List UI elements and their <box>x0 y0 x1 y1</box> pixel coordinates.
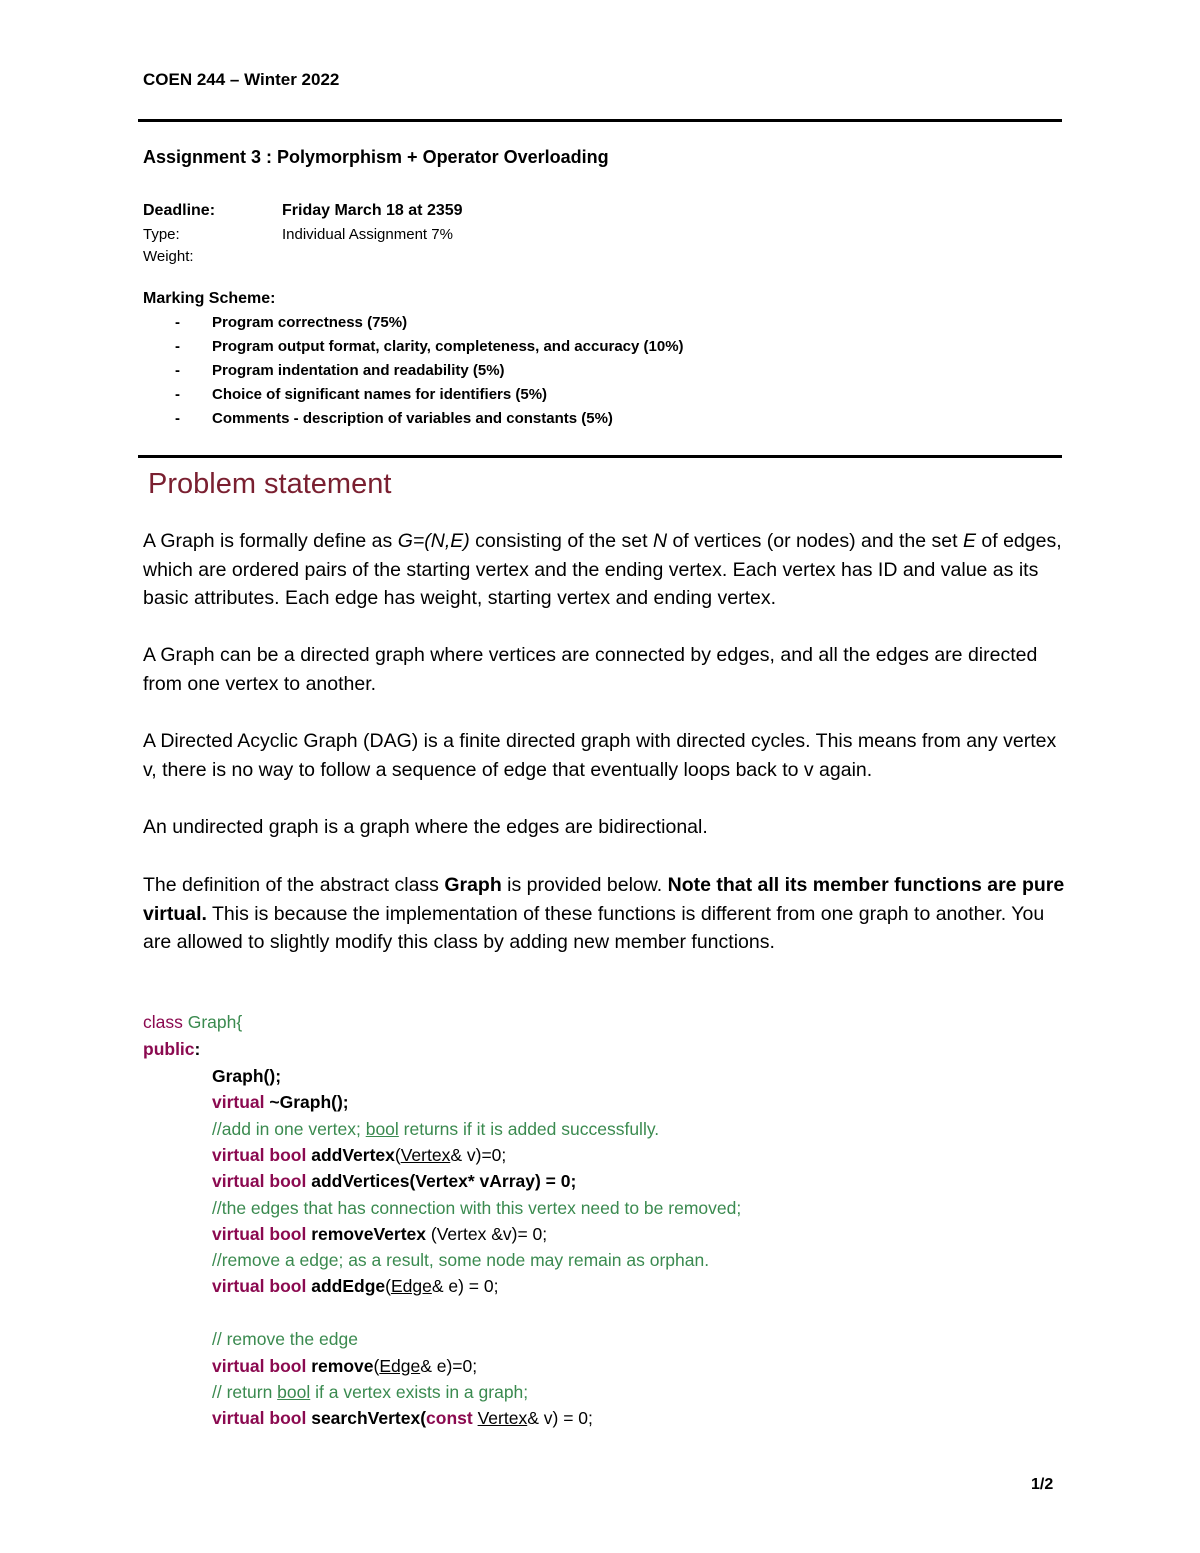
deadline-value: Friday March 18 at 2359 <box>282 202 463 219</box>
weight-label: Weight: <box>143 248 194 265</box>
undirected-graph-paragraph: An undirected graph is a graph where the edges are bidirectional. <box>143 816 708 838</box>
marking-scheme-title: Marking Scheme: <box>143 290 276 307</box>
code-line: public: <box>143 1039 201 1059</box>
code-line: virtual bool searchVertex(const Vertex& v) = 0; <box>212 1408 593 1428</box>
code-line: virtual bool addVertices(Vertex* vArray) = 0; <box>212 1171 577 1191</box>
problem-statement-heading: Problem statement <box>148 468 392 500</box>
code-comment: //the edges that has connection with this vertex need to be removed; <box>212 1198 742 1218</box>
type-value: Individual Assignment 7% <box>282 226 453 243</box>
type-label: Type: <box>143 226 180 243</box>
document-page: COEN 244 – Winter 2022 Assignment 3 : Polymorphism + Operator Overloading Deadline: Friday March 18 at 2359 Type: Individual Assignment 7% Weight: Marking Scheme: - Program correctness (75%) - Program output format, clarity, completeness, and accuracy (10%) - Program indentation and readability (5%) - Choice of significant names for identifiers (5%) - Comments - description of variables and constants (5%) Problem statement A Graph is formally define as G=(N,E) consisting of the set N of vertices (or nodes) and the set E of edges, which are ordered pairs of the starting vertex and the ending vertex. Each vertex has ID and value as its basic attributes. Each edge has weight, starting vertex and ending vertex. A Graph can be a directed graph where vertices are connected by edges, and all the edges are directed from one vertex to another. A Directed Acyclic Graph (DAG) is a finite directed graph with directed cycles. This means from any vertex v, there is no way to follow a sequence of edge that eventually loops back to v again. An undirected graph is a graph where the edges are bidirectional. The definition of the abstract class Graph is provided below. Note that all its member functions are pure virtual. This is because the implementation of these functions is different from one graph to another. You are allowed to slightly modify this class by adding new member functions. class Graph{ public: Graph(); virtual ~Graph(); //add in one vertex; bool returns if it is added successfully. virtual bool addVertex(Vertex& v)=0; virtual bool addVertices(Vertex* vArray) = 0; //the edges that has connection with this vertex need to be removed; virtual bool removeVertex (Vertex &v)= 0; //remove a edge; as a result, some node may remain as orphan. virtual bool addEdge(Edge& e) = 0; // remove the edge virtual bool remove(Edge& e)=0; // return bool if a vertex exists in a graph; virtual bool searchVertex(const Vertex& v) = 0; 1/2 <box>0 0 1200 1553</box>
assignment-title: Assignment 3 : Polymorphism + Operator Overloading <box>143 147 609 167</box>
code-line: virtual bool addVertex(Vertex& v)=0; <box>212 1145 507 1165</box>
dag-paragraph: A Directed Acyclic Graph (DAG) is a finite directed graph with directed cycles. This means from any vertex v, there is no way to follow a sequence of edge that eventually loops back to v again. <box>143 730 1057 781</box>
code-line: virtual ~Graph(); <box>212 1092 349 1112</box>
code-line: virtual bool addEdge(Edge& e) = 0; <box>212 1276 499 1296</box>
code-comment: //remove a edge; as a result, some node may remain as orphan. <box>212 1250 710 1270</box>
header-rule <box>138 119 1062 122</box>
code-line: virtual bool removeVertex (Vertex &v)= 0; <box>212 1224 548 1244</box>
course-header: COEN 244 – Winter 2022 <box>143 70 340 89</box>
code-line: class Graph{ <box>143 1012 243 1032</box>
code-comment: // remove the edge <box>212 1329 358 1349</box>
directed-graph-paragraph: A Graph can be a directed graph where vertices are connected by edges, and all the edges are directed from one vertex to another. <box>143 644 1038 695</box>
code-comment: //add in one vertex; bool returns if it is added successfully. <box>212 1119 660 1139</box>
page-number: 1/2 <box>1031 1476 1054 1493</box>
code-comment: // return bool if a vertex exists in a graph; <box>212 1382 529 1402</box>
code-line: virtual bool remove(Edge& e)=0; <box>212 1356 478 1376</box>
code-line: Graph(); <box>212 1066 282 1086</box>
section-rule <box>138 455 1062 458</box>
abstract-class-paragraph: The definition of the abstract class Graph is provided below. Note that all its member functions are pure virtual. This is because the implementation of these functions is different from one graph to another. You are allowed to slightly modify this class by adding new member functions. <box>143 874 1065 953</box>
deadline-label: Deadline: <box>143 202 216 219</box>
graph-definition-paragraph: A Graph is formally define as G=(N,E) consisting of the set N of vertices (or nodes) and the set E of edges, which are ordered pairs of the starting vertex and the ending vertex. Each vertex has ID and value as its basic attributes. Each edge has weight, starting vertex and ending vertex. <box>143 530 1062 609</box>
